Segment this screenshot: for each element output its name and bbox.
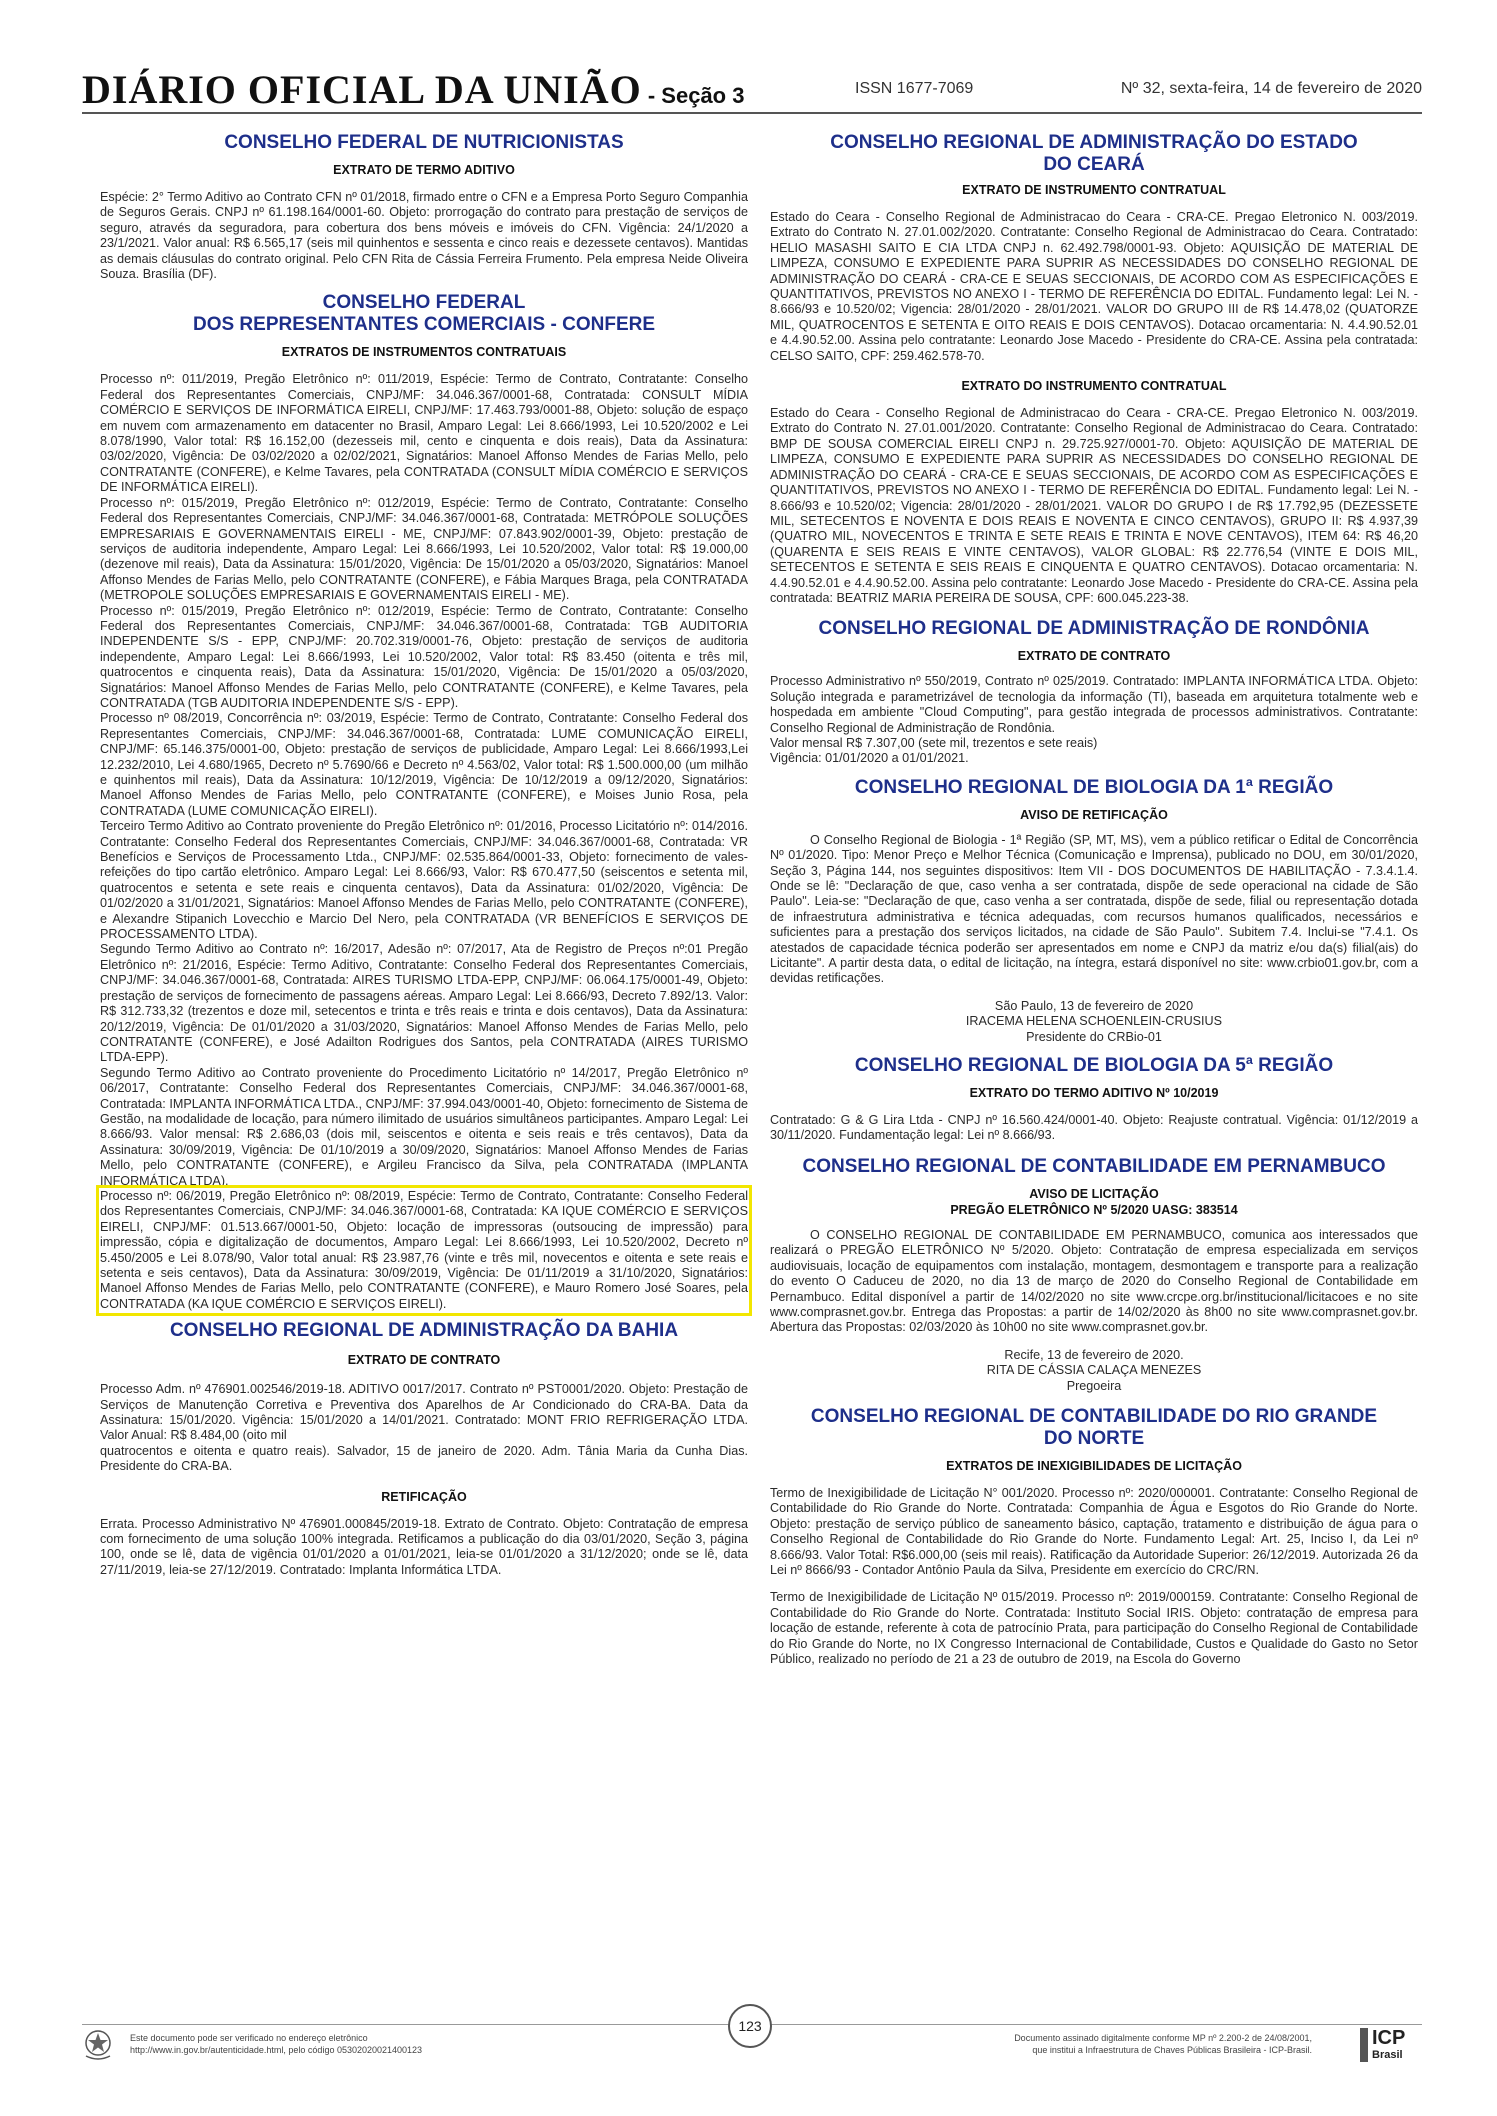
header-rule (82, 112, 1422, 114)
svg-text:ICP: ICP (1372, 2027, 1406, 2049)
highlighted-paragraph: Processo nº: 06/2019, Pregão Eletrônico nº: 08/2019, Espécie: Termo de Contrato, Contratante: Conselho Federal dos Representantes Comerciais, CNPJ/MF: 34.046.367/0001-68, Contratada: KA IQUE COMÉRCIO E SERVIÇOS EIRELI, CNPJ/MF: 01.513.667/0001-50, Objeto: locação de impressoras (outsoucing de impressão) para impressão, cópia e digitalização de documentos, Amparo Legal: Lei 8.666/1993, Lei 10.520/2002, Decreto nº 5.450/2005 e Lei 8.078/90, Valor total anual: R$ 23.987,76 (vinte e três mil, novecentos e oitenta e sete reais e setenta e seis centavos), Data da Assinatura: 30/09/2019, Vigência: De 01/11/2019 a 31/10/2020, Signatários: Manoel Affonso Mendes de Farias Mello, pelo CONTRATANTE (CONFERE), e Mauro Romero José Soares, pela CONTRATADA (KA IQUE COMÉRCIO E SERVIÇOS EIRELI). (100, 1188, 748, 1311)
section-subtitle: EXTRATO DO INSTRUMENTO CONTRATUAL (961, 379, 1227, 394)
section-crc-pe (770, 1156, 1418, 1394)
section-subtitle: EXTRATO DE CONTRATO (347, 1353, 501, 1368)
section-cra-ba (100, 1320, 748, 1578)
signature-line-1: Documento assinado digitalmente conforme MP nº 2.200-2 de 24/08/2001, (1014, 2033, 1312, 2043)
verification-note (130, 2032, 550, 2056)
section-title: CONSELHO REGIONAL DE ADMINISTRAÇÃO DE RONDÔNIA (818, 618, 1370, 640)
signature-role: Pregoeira (1066, 1378, 1122, 1393)
section-title: CONSELHO REGIONAL DE BIOLOGIA DA 1ª REGIÃO (854, 776, 1334, 798)
paragraph: Segundo Termo Aditivo ao Contrato nº: 16/2017, Adesão nº: 07/2017, Ata de Registro de Preços nº:01 Pregão Eletrônico nº: 21/2016, Espécie: Termo Aditivo, Contratante: Conselho Federal dos Representantes Comerciais, CNPJ/MF: 34.046.367/0001-68, Contratada: AIRES TURISMO LTDA-EPP, CNPJ/MF: 06.064.175/0001-49, Objeto: prestação de serviços de fornecimento de passagens aéreas. Amparo Legal: Lei 8.666/93, Decreto 7.892/13. Valor: R$ 312.733,32 (trezentos e doze mil, setecentos e trinta e três reais e trinta e dois centavos), Data da Assinatura: 20/12/2019, Vigência: De 01/01/2020 a 31/03/2020, Signatários: Manoel Affonso Mendes de Farias Mello, pelo CONTRATANTE (CONFERE), e José Adailton Rodrigues dos Santos, pela CONTRATADA (AIRES TURISMO LTDA-EPP). (100, 942, 748, 1065)
paragraph: Processo nº 08/2019, Concorrência nº: 03/2019, Espécie: Termo de Contrato, Contratante: Conselho Federal dos Representantes Comerciais, CNPJ/MF: 34.046.367/0001-68, Contratada: LUME COMUNICAÇÃO EIRELI, CNPJ/MF: 65.146.375/0001-00, Objeto: prestação de serviços de publicidade, Amparo Legal: Lei 8.666/1993,Lei 12.232/2010, Lei 4.680/1965, Decreto nº 5.7690/66 e Decreto nº 4.563/02, Valor total: R$ 1.500.000,00 (um milhão e quinhentos mil reais), Data da Assinatura: 10/12/2019, Vigência: De 10/12/2019 a 09/12/2020, Signatários: Manoel Affonso Mendes de Farias Mello, pelo CONTRATANTE (CONFERE), e Moises Junio Rosa, pela CONTRATADA (LUME COMUNICAÇÃO EIRELI). (100, 711, 748, 818)
section-subtitle: RETIFICAÇÃO (381, 1489, 467, 1504)
signature-place-date: São Paulo, 13 de fevereiro de 2020 (994, 998, 1194, 1013)
section-title: CONSELHO FEDERAL (322, 292, 526, 314)
icp-brasil-logo-icon (1358, 2024, 1422, 2066)
paragraph: O Conselho Regional de Biologia - 1ª Região (SP, MT, MS), vem a público retificar o Edital de Concorrência Nº 01/2020. Tipo: Menor Preço e Melhor Técnica (Comunicação e Imprensa), publicado no DOU, em 30/01/2020, Seção 3, Página 144, nos seguintes dispositivos: Item VII - DOS DOCUMENTOS DE HABILITAÇÃO - 7.3.4.1.4. Onde se lê: "Declaração de que, caso venha a ser contratada, dispõe de sede operacional na cidade de São Paulo". Leia-se: "Declaração de que, caso venha a ser contratada, dispõe de sede, filial ou representação dotada de infraestrutura administrativa e técnica adequadas, com recursos humanos qualificados, necessários e suficientes para a prestação dos serviços licitados, na cidade de São Paulo". Subitem 7.4. Inclui-se "7.4.1. Os atestados de capacidade técnica poderão ser apresentados em nome e CNPJ da matriz e/ou da(s) filial(ais) do Licitante". A partir desta data, o edital de licitação, na íntegra, estará disponível no site: www.crbio01.gov.br, com a devidas retificações. (770, 832, 1418, 986)
section-title: CONSELHO REGIONAL DE BIOLOGIA DA 5ª REGIÃO (854, 1055, 1334, 1077)
section-cfn (100, 132, 748, 282)
section-subtitle: EXTRATO DE TERMO ADITIVO (333, 163, 515, 177)
paragraph: O CONSELHO REGIONAL DE CONTABILIDADE EM PERNAMBUCO, comunica aos interessados que realizará o PREGÃO ELETRÔNICO Nº 5/2020. Objeto: Contratação de empresa especializada em serviços audiovisuais, locação de equipamentos com instalação, montagem, desmontagem e transporte para a realização do evento O Caduceu de 2020, no dia 13 de março de 2020 do Conselho Regional de Contabilidade em Pernambuco. Edital disponível a partir de 14/02/2020 no site www.crcpe.org.br/institucional/licitacoes e no site www.comprasnet.gov.br. Entrega das Propostas: a partir de 14/02/2020 às 8h00 no site www.comprasnet.gov.br. Abertura das Propostas: 02/03/2020 às 10h00 no site www.comprasnet.gov.br. (770, 1227, 1418, 1335)
paragraph: quatrocentos e oitenta e quatro reais). Salvador, 15 de janeiro de 2020. Adm. Tânia Maria da Cunha Dias. Presidente do CRA-BA. (100, 1443, 748, 1474)
paragraph: Termo de Inexigibilidade de Licitação N° 001/2020. Processo nº: 2020/000001. Contratante: Conselho Regional de Contabilidade do Rio Grande do Norte. Contratada: Companhia de Água e Esgotos do Rio Grande do Norte. Objeto: prestação de serviço público de saneamento básico, captação, tratamento e distribuição de água para o Conselho Regional de Contabilidade do Rio Grande do Norte. Fundamento Legal: Art. 25, Inciso I, da Lei nº 8.666/93. Valor Total: R$6.000,00 (seis mil reais). Ratificação da Autoridade Superior: 26/12/2019. Autorizada 26 da Lei nº 8666/93 - Contador Antônio Paula da Silva, Presidente em exercício do CRC/RN. (770, 1485, 1418, 1577)
section-subtitle: EXTRATOS DE INEXIGIBILIDADES DE LICITAÇÃO (946, 1458, 1242, 1473)
section-title: CONSELHO REGIONAL DE ADMINISTRAÇÃO DA BAHIA (169, 1320, 679, 1342)
page-header (82, 66, 1422, 112)
section-subtitle: EXTRATOS DE INSTRUMENTOS CONTRATUAIS (281, 345, 567, 360)
issn: ISSN 1677-7069 (855, 80, 974, 97)
section-crc-rn (770, 1406, 1418, 1667)
section-title: CONSELHO FEDERAL DE NUTRICIONISTAS (224, 132, 624, 153)
masthead-title: DIÁRIO OFICIAL DA UNIÃO (82, 67, 642, 112)
section-crbio5 (770, 1055, 1418, 1144)
paragraph: Contratado: G & G Lira Ltda - CNPJ nº 16.560.424/0001-40. Objeto: Reajuste contratual. Vigência: 01/12/2019 a 30/11/2020. Fundamentação legal: Lei nº 8.666/93. (770, 1113, 1418, 1143)
section-subtitle: AVISO DE LICITAÇÃO (1029, 1186, 1159, 1201)
signature-note (892, 2032, 1312, 2056)
section-confere (100, 292, 748, 1312)
section-subtitle: EXTRATO DE INSTRUMENTO CONTRATUAL (962, 183, 1226, 197)
paragraph: Termo de Inexigibilidade de Licitação Nº 015/2019. Processo nº: 2019/000159. Contratante: Conselho Regional de Contabilidade do Rio Grande do Norte. Contratada: Instituto Social IRIS. Objeto: contratação de empresa para locação de estande, referente à cota de patrocínio Prata, para participação do Conselho Regional de Contabilidade do Rio Grande do Norte, no IX Congresso Internacional de Contabilidade, Custos e Qualidade do Gasto no Setor Público, realizado no período de 21 a 23 de outubro de 2019, na Escola do Governo (770, 1590, 1418, 1666)
verification-line-2: http://www.in.gov.br/autenticidade.html, pelo código 05302020021400123 (130, 2045, 423, 2055)
page-footer (82, 2000, 1422, 2070)
paragraph: Processo nº: 011/2019, Pregão Eletrônico nº: 011/2019, Espécie: Termo de Contrato, Contratante: Conselho Federal dos Representantes Comerciais, CNPJ/MF: 34.046.367/0001-68, Contratada: CONSULT MÍDIA COMÉRCIO E SERVIÇOS DE INFORMÁTICA EIRELI, CNPJ/MF: 17.463.793/0001-88, Objeto: solução de espaço em nuvem com armazenamento em datacenter no Brasil, Amparo Legal: Lei 8.666/1993, Lei 10.520/2002 e Lei 8.078/1990, Valor total: R$ 16.152,00 (dezesseis mil, cento e cinquenta e dois reais), Data da Assinatura: 03/02/2020, Vigência: De 03/02/2020 a 02/02/2021, Signatários: Manoel Affonso Mendes de Farias Mello, pelo CONTRATANTE (CONFERE), e Kelme Tavares, pela CONTRATADA (CONSULT MÍDIA COMÉRCIO E SERVIÇOS DE INFORMÁTICA EIRELI). (100, 372, 748, 495)
paragraph: Estado do Ceara - Conselho Regional de Administracao do Ceara - CRA-CE. Pregao Eletronico N. 003/2019. Extrato do Contrato N. 27.01.001/2020. Contratante: Conselho Regional de Administracao do Ceara. Contratado: BMP DE SOUSA COMERCIAL EIRELI CNPJ n. 29.725.927/0001-70. Objeto: AQUISIÇÃO DE MATERIAL DE LIMPEZA, CONSUMO E EXPEDIENTE PARA SUPRIR AS NECESSIDADES DO CONSELHO REGIONAL DE ADMINISTRAÇÃO DO CEARÁ - CRA-CE E SEUAS SECCIONAIS, DE ACORDO COM AS ESPECIFICAÇÕES E QUANTITATIVOS, PREVISTOS NO ANEXO I - TERMO DE REFERÊNCIA DO EDITAL. Fundamento legal: Lei N. - 8.666/93 e 10.520/02; Vigencia: 28/01/2020 - 28/01/2021. VALOR DO GRUPO I de R$ 17.792,95 (DEZESSETE MIL, SETECENTOS E NOVENTA E DOIS REAIS E NOVENTA E CINCO CENTAVOS), GRUPO II: R$ 4.937,39 (QUATRO MIL, NOVECENTOS E TRINTA E SETE REAIS E TRINTA E NOVE CENTAVOS), ITEM 64: R$ 46,20 (QUARENTA E SEIS REAIS E VINTE CENTAVOS), VALOR GLOBAL: R$ 22.776,54 (VINTE E DOIS MIL, SETECENTOS E SETENTA E SEIS REAIS E CINQUENTA E QUATRO CENTAVOS). Dotacao orcamentaria: N. 4.4.90.52.01 e 4.4.90.52.00. Assina pelo contratante: Leonardo Jose Macedo - Presidente do CRA-CE. Assina pela contratada: BEATRIZ MARIA PEREIRA DE SOUSA, CPF: 600.045.223-38. (770, 406, 1418, 605)
paragraph: Estado do Ceara - Conselho Regional de Administracao do Ceara - CRA-CE. Pregao Eletronico N. 003/2019. Extrato do Contrato N. 27.01.002/2020. Contratante: Conselho Regional de Administracao do Ceara. Contratado: HELIO MASASHI SAITO E CIA LTDA CNPJ n. 62.492.798/0001-93. Objeto: AQUISIÇÃO DE MATERIAL DE LIMPEZA, CONSUMO E EXPEDIENTE PARA SUPRIR AS NECESSIDADES DO CONSELHO REGIONAL DE ADMINISTRAÇÃO DO CEARÁ - CRA-CE E SEUAS SECCIONAIS, DE ACORDO COM AS ESPECIFICAÇÕES E QUANTITATIVOS, PREVISTOS NO ANEXO I - TERMO DE REFERÊNCIA DO EDITAL. Fundamento legal: Lei N. - 8.666/93 e 10.520/02; Vigencia: 28/01/2020 - 28/01/2021. VALOR DO GRUPO III de R$ 14.478,02 (QUATORZE MIL, QUATROCENTOS E SETENTA E OITO REAIS E DOIS CENTAVOS). Dotacao orcamentaria: N. 4.4.90.52.01 e 4.4.90.52.00. Assina pelo contratante: Leonardo Jose Macedo - Presidente do CRA-CE. Assina pela contratada: CELSO SAITO, CPF: 259.462.578-70. (770, 210, 1418, 363)
left-column (100, 126, 748, 1578)
paragraph: Processo nº: 015/2019, Pregão Eletrônico nº: 012/2019, Espécie: Termo de Contrato, Contratante: Conselho Federal dos Representantes Comerciais, CNPJ/MF: 34.046.367/0001-68, Contratada: TGB AUDITORIA INDEPENDENTE S/S - EPP, CNPJ/MF: 20.702.319/0001-76, Objeto: prestação de serviços de auditoria independente, Amparo Legal: Lei 8.666/1993, Lei 10.520/2002, Valor total: R$ 83.450 (oitenta e três mil, quatrocentos e cinquenta reais), Data da Assinatura: 15/01/2020, Vigência: De 15/01/2020 a 05/03/2020, Signatários: Manoel Affonso Mendes de Farias Mello, pelo CONTRATANTE (CONFERE), e Kelme Tavares, pela CONTRATADA (TGB AUDITORIA INDEPENDENTE S/S - EPP). (100, 603, 748, 710)
paragraph: Errata. Processo Administrativo Nº 476901.000845/2019-18. Extrato de Contrato. Objeto: Contratação de empresa com fornecimento de uma solução 100% integrada. Retificamos a publicação do dia 03/01/2020, Seção 3, página 100, onde se lê, data de vigência 01/01/2020 a 01/01/2021, leia-se 01/01/2020 a 31/12/2020; onde se lê, data 27/11/2019, leia-se 27/12/2019. Contratado: Implanta Informática LTDA. (100, 1516, 748, 1577)
svg-text:Brasil: Brasil (1372, 2049, 1403, 2061)
section-label: - Seção 3 (641, 83, 745, 108)
paragraph: Espécie: 2° Termo Aditivo ao Contrato CFN nº 01/2018, firmado entre o CFN e a Empresa Porto Seguro Companhia de Seguros Gerais. CNPJ nº 61.198.164/0001-60. Objeto: prorrogação do contrato para prestação de serviços de seguro, através da seguradora, para cobertura dos bens móveis e imóveis do CFN. Vigência: 24/1/2020 a 23/1/2021. Valor anual: R$ 6.565,17 (seis mil quinhentos e sessenta e cinco reais e dezessete centavos). Mantidas as demais cláusulas do contrato original. Pelo CFN Rita de Cássia Ferreira Frumento. Pela empresa Neide Oliveira Souza. Brasília (DF). (100, 190, 748, 282)
signature-line-2: que institui a Infraestrutura de Chaves Públicas Brasileira - ICP-Brasil. (1032, 2045, 1312, 2055)
section-subtitle-2: PREGÃO ELETRÔNICO Nº 5/2020 UASG: 383514 (950, 1202, 1238, 1217)
section-title: CONSELHO REGIONAL DE CONTABILIDADE EM PERNAMBUCO (802, 1155, 1386, 1177)
signature-name: IRACEMA HELENA SCHOENLEIN-CRUSIUS (965, 1014, 1223, 1029)
section-title-2: DO CEARÁ (1043, 154, 1145, 175)
issue-date: Nº 32, sexta-feira, 14 de fevereiro de 2020 (1120, 80, 1422, 97)
section-title: CONSELHO REGIONAL DE ADMINISTRAÇÃO DO ESTADO (830, 132, 1358, 153)
masthead (82, 66, 744, 113)
section-crbio1 (770, 777, 1418, 1045)
right-column (770, 126, 1418, 1667)
signature-name: RITA DE CÁSSIA CALAÇA MENEZES (986, 1363, 1202, 1378)
signature-place-date: Recife, 13 de fevereiro de 2020. (1004, 1347, 1184, 1362)
section-cra-ro (770, 618, 1418, 766)
paragraph: Processo Administrativo nº 550/2019, Contrato nº 025/2019. Contratado: IMPLANTA INFORMÁTICA LTDA. Objeto: Solução integrada e parametrizável de tecnologia da informação (TI), baseada em arquitetura totalmente web e hospedada em ambiente "Cloud Computing", para gestão integrada de processos administrativos. Contratante: Conselho Regional de Administração de Rondônia. (770, 674, 1418, 735)
coat-of-arms-icon (82, 2028, 114, 2062)
section-title-2: DO NORTE (1043, 1427, 1145, 1449)
section-title: CONSELHO REGIONAL DE CONTABILIDADE DO RIO GRANDE (810, 1405, 1378, 1427)
section-subtitle: EXTRATO DO TERMO ADITIVO Nº 10/2019 (969, 1086, 1219, 1101)
section-subtitle: EXTRATO DE CONTRATO (1017, 649, 1171, 664)
section-subtitle: AVISO DE RETIFICAÇÃO (1020, 807, 1168, 822)
paragraph: Valor mensal R$ 7.307,00 (sete mil, trezentos e sete reais) (770, 735, 1098, 750)
paragraph: Processo nº: 015/2019, Pregão Eletrônico nº: 012/2019, Espécie: Termo de Contrato, Contratante: Conselho Federal dos Representantes Comerciais, CNPJ/MF: 34.046.367/0001-68, Contratada: METRÓPOLE SOLUÇÕES EMPRESARIAIS E GOVERNAMENTAIS EIRELI - ME, CNPJ/MF: 07.843.902/0001-39, Objeto: prestação de serviços de auditoria independente, Amparo Legal: Lei 8.666/1993, Lei 10.520/2002, Valor total: R$ 19.000,00 (dezenove mil reais), Data da Assinatura: 15/01/2020, Vigência: De 15/01/2020 a 05/03/2020, Signatários: Manoel Affonso Mendes de Farias Mello, pelo CONTRATANTE (CONFERE), e Fábia Marques Braga, pela CONTRATADA (METROPOLE SOLUÇÕES EMPRESARIAIS E GOVERNAMENTAIS EIRELI - ME). (100, 495, 748, 603)
signature-role: Presidente do CRBio-01 (1026, 1029, 1162, 1044)
paragraph: Segundo Termo Aditivo ao Contrato proveniente do Procedimento Licitatório nº 14/2017, Pregão Eletrônico nº 06/2017, Contratante: Conselho Federal dos Representantes Comerciais, CNPJ/MF: 34.046.367/0001-68, Contratada: IMPLANTA INFORMÁTICA LTDA., CNPJ/MF: 37.994.043/0001-40, Objeto: fornecimento de Sistema de Gestão, na modalidade de locação, para número ilimitado de usuários simultâneos participantes. Amparo Legal: Lei 8.666/93. Valor mensal: R$ 2.686,03 (dois mil, seiscentos e oitenta e seis reais e três centavos), Data da Assinatura: 30/09/2019, Vigência: De 01/10/2019 a 30/09/2020, Signatários: Manoel Affonso Mendes de Farias Mello, pelo CONTRATANTE (CONFERE), e Argileu Francisco da Silva, pela CONTRATADA (IMPLANTA INFORMÁTICA LTDA). (100, 1065, 748, 1188)
paragraph: Vigência: 01/01/2020 a 01/01/2021. (770, 751, 969, 766)
paragraph: Processo Adm. nº 476901.002546/2019-18. ADITIVO 0017/2017. Contrato nº PST0001/2020. Objeto: Prestação de Serviços de Manutenção Corretiva e Preventiva dos Aparelhos de Ar Condicionado do CRA-BA. Data da Assinatura: 15/01/2020. Vigência: 15/01/2020 a 14/01/2021. Contratado: MONT FRIO REFRIGERAÇÃO LTDA. Valor Anual: R$ 8.484,00 (oito mil (100, 1382, 748, 1443)
section-title-2: DOS REPRESENTANTES COMERCIAIS - CONFERE (192, 314, 656, 336)
paragraph: Terceiro Termo Aditivo ao Contrato proveniente do Pregão Eletrônico nº: 01/2016, Processo Licitatório nº: 014/2016. Contratante: Conselho Federal dos Representantes Comerciais, CNPJ/MF: 34.046.367/0001-68, Contratada: VR Benefícios e Serviços de Processamento Ltda., CNPJ/MF: 02.535.864/0001-33, Objeto: fornecimento de vales-refeições do tipo cartão eletrônico. Amparo Legal: Lei 8.666/93, Valor: R$ 670.477,50 (seiscentos e setenta mil, quatrocentos e setenta e sete reais e cinquenta centavos), Data da Assinatura: 01/02/2020, Vigência: De 01/02/2020 a 31/01/2021, Signatários: Manoel Affonso Mendes de Farias Mello, pelo CONTRATANTE (CONFERE), e Alexandre Stipanich Lovecchio e Marcio Del Nero, pela CONTRATADA (VR BENEFÍCIOS E SERVIÇOS DE PROCESSAMENTO LTDA). (100, 819, 748, 942)
page-number: 123 (728, 2004, 772, 2048)
section-cra-ce (770, 132, 1418, 606)
verification-line-1: Este documento pode ser verificado no endereço eletrônico (130, 2033, 368, 2043)
